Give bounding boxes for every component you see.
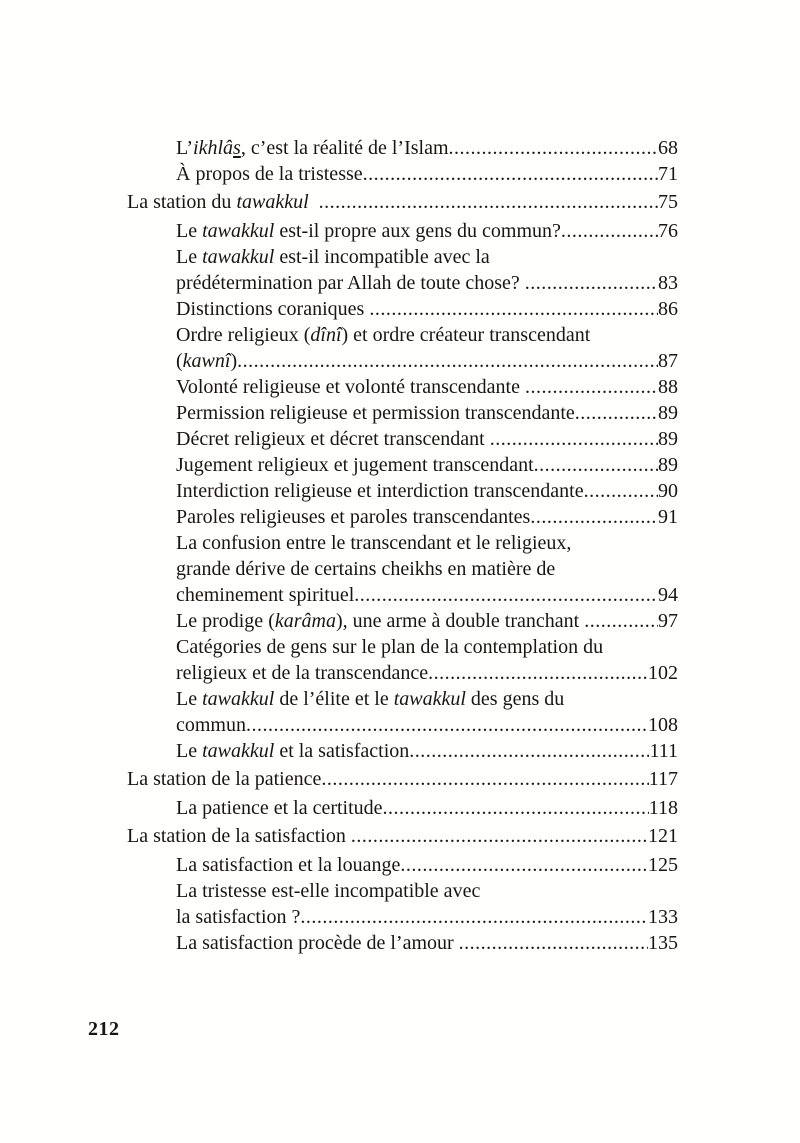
dot-leader	[428, 660, 648, 686]
toc-sub-entry	[127, 738, 678, 764]
dot-leader	[369, 296, 658, 322]
toc-entry-text: La satisfaction et la louange	[176, 854, 401, 876]
toc-sub-entry	[127, 504, 678, 530]
toc-entry-text: La station de la satisfaction	[127, 825, 351, 847]
toc-page-number: 135	[648, 932, 678, 954]
dot-leader	[354, 582, 658, 608]
dot-leader	[534, 452, 658, 478]
toc-sub-entry	[127, 296, 678, 322]
toc-entry-text: religieux et de la transcendance	[176, 662, 429, 684]
toc-entry-text: Le tawakkul et la satisfaction	[176, 740, 410, 762]
dot-leader	[237, 348, 658, 374]
folio-page-number: 212	[88, 1018, 120, 1040]
arabic-term: s	[233, 137, 241, 159]
toc-page-number: 87	[658, 350, 678, 372]
toc-entry-text: Le tawakkul de l’élite et le tawakkul des gens du	[176, 688, 565, 710]
toc-page-number: 68	[658, 137, 678, 159]
arabic-term: tawakkul	[202, 740, 275, 762]
toc-entry-text: L’ikhlâs, c’est la réalité de l’Islam	[176, 137, 449, 159]
dot-leader	[530, 504, 658, 530]
toc-sub-entry	[127, 852, 678, 878]
toc-entry-text: commun	[176, 714, 246, 736]
toc-sub-entry	[127, 686, 678, 712]
toc-page-number: 90	[658, 480, 678, 502]
toc-entry-text: Interdiction religieuse et interdiction transcendante	[176, 480, 584, 502]
toc-sub-entry	[127, 348, 678, 374]
toc-page-number: 91	[658, 506, 678, 528]
arabic-term: tawakkul	[393, 688, 466, 710]
toc-sub-entry	[127, 135, 678, 161]
toc-sub-entry	[127, 795, 678, 821]
toc-section-entry	[127, 766, 678, 792]
toc-page-number: 86	[658, 298, 678, 320]
toc-sub-entry	[127, 582, 678, 608]
toc-section-entry	[127, 189, 678, 215]
dot-leader	[490, 426, 658, 452]
toc-sub-entry	[127, 426, 678, 452]
toc-sub-entry	[127, 660, 678, 686]
dot-leader	[584, 478, 658, 504]
toc-entry-text: Décret religieux et décret transcendant	[176, 428, 490, 450]
dot-leader	[363, 161, 658, 187]
toc-sub-entry	[127, 478, 678, 504]
dot-leader	[525, 374, 658, 400]
toc-page-number: 97	[658, 610, 678, 632]
toc-page-number: 75	[658, 191, 678, 213]
dot-leader	[246, 712, 648, 738]
arabic-term: dînî	[310, 324, 342, 346]
toc-sub-entry	[127, 270, 678, 296]
dot-leader	[351, 823, 648, 849]
dot-leader	[525, 270, 658, 296]
toc-sub-entry	[127, 400, 678, 426]
toc-page-number: 71	[658, 163, 678, 185]
toc-page-number: 94	[658, 584, 678, 606]
toc-entry-text: grande dérive de certains cheikhs en matière de	[176, 558, 556, 580]
toc-page-number: 89	[658, 454, 678, 476]
toc-sub-entry	[127, 930, 678, 956]
toc-entry-text: Le tawakkul est-il propre aux gens du commun?	[176, 220, 561, 242]
toc-page-number: 118	[648, 797, 678, 819]
dot-leader	[459, 930, 648, 956]
toc-entry-text: Jugement religieux et jugement transcendant	[176, 454, 534, 476]
dot-leader	[319, 189, 658, 215]
toc-page-number: 121	[648, 825, 678, 847]
toc-sub-entry	[127, 322, 678, 348]
dot-leader	[321, 766, 648, 792]
toc-entry-text: La tristesse est-elle incompatible avec	[176, 880, 481, 902]
toc-sub-entry	[127, 452, 678, 478]
toc-entry-text: La satisfaction procède de l’amour	[176, 932, 459, 954]
toc-sub-entry	[127, 161, 678, 187]
toc-page-number: 111	[649, 740, 678, 762]
dot-leader	[409, 738, 649, 764]
toc-entry-text: Le prodige (karâma), une arme à double tranchant	[176, 610, 585, 632]
arabic-term: tawakkul	[202, 688, 275, 710]
toc-entry-text: Volonté religieuse et volonté transcendante	[176, 376, 525, 398]
toc-entry-text: prédétermination par Allah de toute chose?	[176, 272, 525, 294]
toc-sub-entry	[127, 530, 678, 556]
toc-sub-entry	[127, 244, 678, 270]
toc-section-entry	[127, 823, 678, 849]
toc-page-number: 133	[648, 906, 678, 928]
arabic-term: tawakkul	[236, 191, 309, 213]
arabic-term: kawnî	[182, 350, 231, 372]
dot-leader	[383, 795, 649, 821]
toc-sub-entry	[127, 556, 678, 582]
toc-page-number: 117	[648, 768, 678, 790]
toc-sub-entry	[127, 634, 678, 660]
dot-leader	[561, 218, 658, 244]
toc-entry-text: Catégories de gens sur le plan de la contemplation du	[176, 636, 604, 658]
toc-entry-text: Le tawakkul est-il incompatible avec la	[176, 246, 490, 268]
dot-leader	[300, 904, 648, 930]
toc-entry-text: La station du tawakkul	[127, 191, 309, 213]
toc-page-number: 88	[658, 376, 678, 398]
dot-leader	[575, 400, 658, 426]
table-of-contents	[127, 135, 678, 956]
toc-entry-text: la satisfaction ?	[176, 906, 301, 928]
dot-leader	[449, 135, 658, 161]
toc-entry-text: Distinctions coraniques	[176, 298, 370, 320]
dot-leader	[400, 852, 648, 878]
toc-entry-text: La patience et la certitude	[176, 797, 383, 819]
toc-sub-entry	[127, 218, 678, 244]
toc-page-number: 83	[658, 272, 678, 294]
toc-page-number: 108	[648, 714, 678, 736]
toc-entry-text: La confusion entre le transcendant et le religieux,	[176, 532, 572, 554]
arabic-term: tawakkul	[202, 220, 275, 242]
arabic-term: ikhlâ	[193, 137, 234, 159]
toc-entry-text: cheminement spirituel	[176, 584, 355, 606]
toc-entry-text: Ordre religieux (dînî) et ordre créateur transcendant	[176, 324, 591, 346]
toc-page-number: 102	[648, 662, 678, 684]
toc-entry-text: La station de la patience	[127, 768, 322, 790]
arabic-term: tawakkul	[202, 246, 275, 268]
toc-sub-entry	[127, 878, 678, 904]
toc-sub-entry	[127, 904, 678, 930]
toc-entry-text: (kawnî)	[176, 350, 238, 372]
toc-entry-text: À propos de la tristesse	[176, 163, 363, 185]
arabic-term: karâma	[274, 610, 336, 632]
toc-page-number: 89	[658, 428, 678, 450]
toc-sub-entry	[127, 712, 678, 738]
toc-page-number: 125	[648, 854, 678, 876]
toc-page-number: 76	[658, 220, 678, 242]
toc-page-number: 89	[658, 402, 678, 424]
toc-sub-entry	[127, 374, 678, 400]
toc-entry-text: Permission religieuse et permission transcendante	[176, 402, 575, 424]
toc-entry-text: Paroles religieuses et paroles transcendantes	[176, 506, 531, 528]
dot-leader	[584, 608, 658, 634]
toc-sub-entry	[127, 608, 678, 634]
